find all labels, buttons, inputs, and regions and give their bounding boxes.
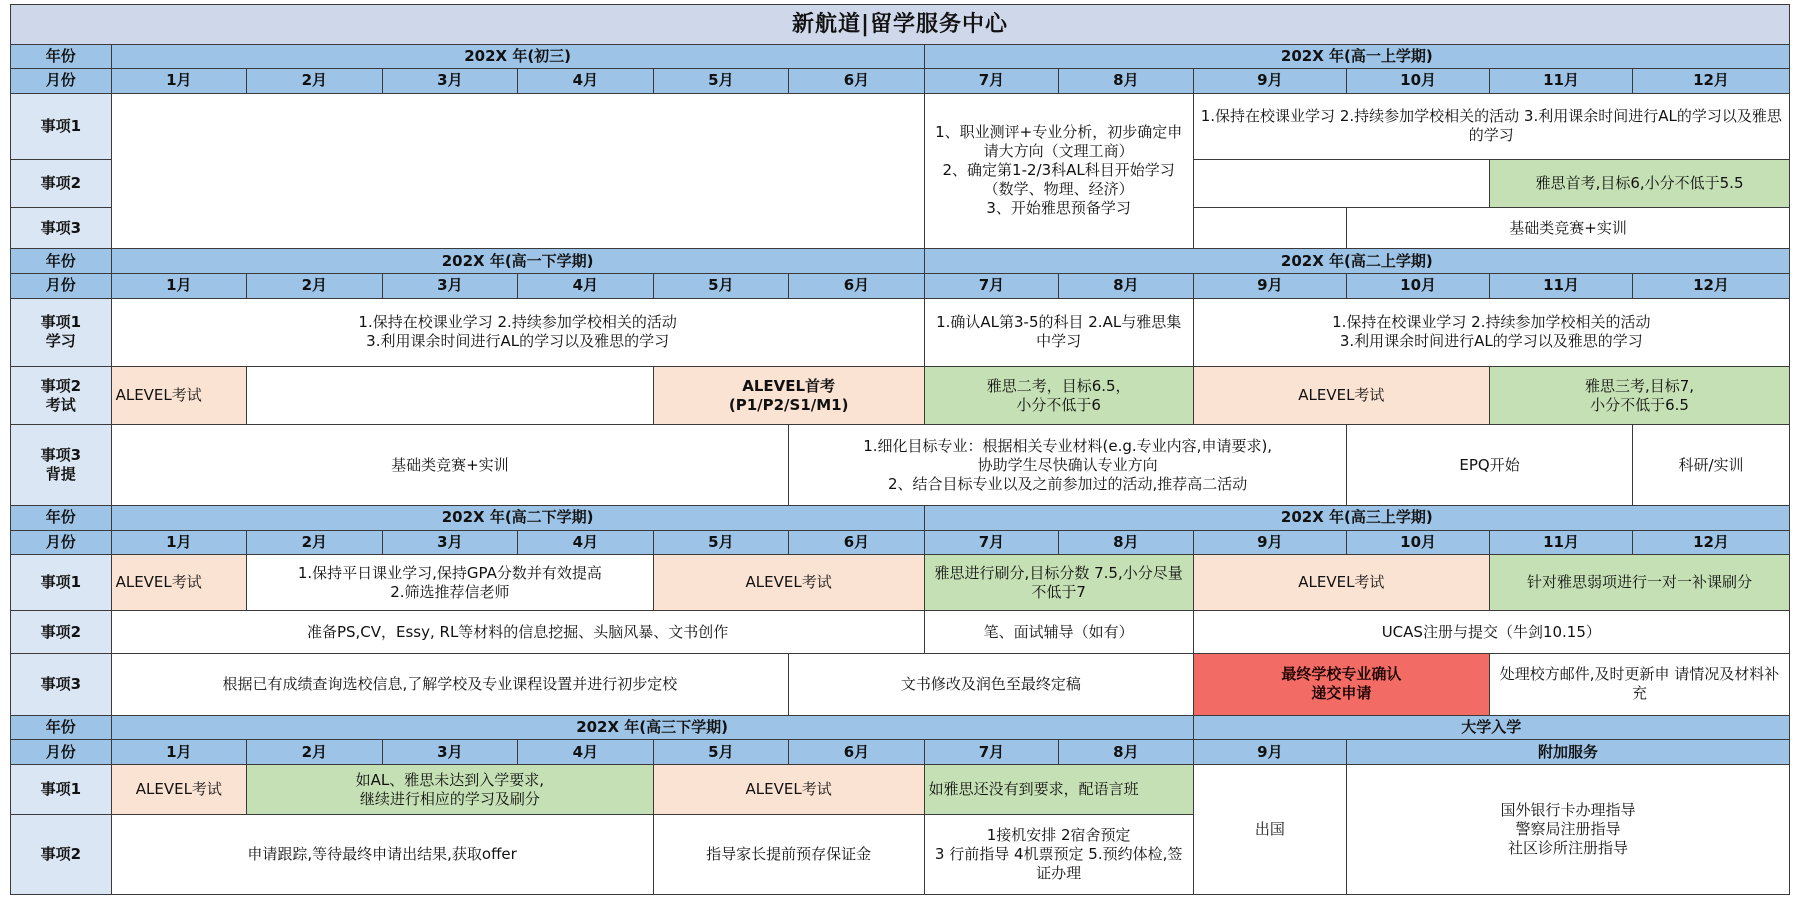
year-label: 年份 bbox=[11, 505, 112, 530]
month-label: 月份 bbox=[11, 273, 112, 298]
month-header: 3月 bbox=[382, 273, 518, 298]
departure-cell: 出国 bbox=[1193, 764, 1347, 894]
month-header: 1月 bbox=[111, 273, 247, 298]
row-label-item1: 事项1 bbox=[11, 764, 112, 814]
epq-cell: EPQ开始 bbox=[1347, 425, 1633, 506]
month-header: 11月 bbox=[1490, 530, 1633, 555]
plan-cell: 1.保持在校课业学习 2.持续参加学校相关的活动 3.利用课余时间进行AL的学习以及雅思的学习 bbox=[1193, 298, 1789, 366]
empty-cell bbox=[1193, 159, 1489, 207]
empty-cell bbox=[247, 367, 654, 425]
month-header: 2月 bbox=[247, 68, 383, 93]
alevel-exam-cell: ALEVEL考试 bbox=[653, 555, 924, 611]
alevel-exam-cell: ALEVEL考试 bbox=[1193, 367, 1489, 425]
month-header: 8月 bbox=[1059, 740, 1193, 765]
month-header: 4月 bbox=[518, 273, 654, 298]
month-header: 9月 bbox=[1193, 530, 1347, 555]
month-header: 8月 bbox=[1059, 273, 1193, 298]
ielts-retake-cell: 雅思进行刷分,目标分数 7.5,小分尽量不低于7 bbox=[924, 555, 1193, 611]
month-header: 3月 bbox=[382, 530, 518, 555]
empty-cell bbox=[1193, 207, 1347, 248]
year-header-s2b: 202X 年(高二上学期) bbox=[924, 249, 1789, 274]
row-label-item2-exam: 事项2 考试 bbox=[11, 367, 112, 425]
alevel-exam-cell: ALEVEL考试 bbox=[111, 555, 247, 611]
month-header: 3月 bbox=[382, 68, 518, 93]
language-class-cell: 如雅思还没有到要求，配语言班 bbox=[924, 764, 1193, 814]
year-header-s1a: 202X 年(初三) bbox=[111, 45, 924, 69]
alevel-exam-cell: ALEVEL考试 bbox=[1193, 555, 1489, 611]
month-header: 6月 bbox=[789, 530, 925, 555]
month-header: 7月 bbox=[924, 273, 1058, 298]
month-header: 1月 bbox=[111, 530, 247, 555]
row-label-item1-study: 事项1 学习 bbox=[11, 298, 112, 366]
month-header: 7月 bbox=[924, 530, 1058, 555]
page-title: 新航道|留学服务中心 bbox=[11, 5, 1790, 45]
ielts-tutoring-cell: 针对雅思弱项进行一对一补课刷分 bbox=[1490, 555, 1790, 611]
month-header: 4月 bbox=[518, 530, 654, 555]
final-application-cell: 最终学校专业确认 递交申请 bbox=[1193, 653, 1489, 715]
month-header: 4月 bbox=[518, 740, 654, 765]
month-label: 月份 bbox=[11, 530, 112, 555]
year-header-s3b: 202X 年(高三上学期) bbox=[924, 505, 1789, 530]
plan-cell: 1.保持平日课业学习,保持GPA分数并有效提高 2.筛选推荐信老师 bbox=[247, 555, 654, 611]
row-label-item2: 事项2 bbox=[11, 159, 112, 207]
plan-cell: 基础类竞赛+实训 bbox=[111, 425, 789, 506]
month-header: 7月 bbox=[924, 68, 1058, 93]
year-header-s1b: 202X 年(高一上学期) bbox=[924, 45, 1789, 69]
alevel-exam-cell: ALEVEL考试 bbox=[111, 367, 247, 425]
year-header-s3a: 202X 年(高二下学期) bbox=[111, 505, 924, 530]
study-plan-table bbox=[10, 4, 1790, 895]
month-header: 11月 bbox=[1490, 68, 1633, 93]
plan-cell: 1.细化目标专业：根据相关专业材料(e.g.专业内容,申请要求), 协助学生尽快确认专业方向 2、结合目标专业以及之前参加过的活动,推荐高二活动 bbox=[789, 425, 1347, 506]
year-label: 年份 bbox=[11, 45, 112, 69]
year-label: 年份 bbox=[11, 249, 112, 274]
month-header: 9月 bbox=[1193, 740, 1347, 765]
month-header: 8月 bbox=[1059, 68, 1193, 93]
plan-cell: 1、职业测评+专业分析，初步确定申请大方向（文理工商） 2、确定第1-2/3科AL科目开始学习（数学、物理、经济） 3、开始雅思预备学习 bbox=[924, 93, 1193, 249]
month-header: 5月 bbox=[653, 530, 789, 555]
month-header: 12月 bbox=[1633, 273, 1790, 298]
year-header-s2a: 202X 年(高一下学期) bbox=[111, 249, 924, 274]
month-header: 5月 bbox=[653, 68, 789, 93]
month-header: 1月 bbox=[111, 740, 247, 765]
plan-cell: 笔、面试辅导（如有） bbox=[924, 611, 1193, 654]
plan-cell: 根据已有成绩查询选校信息,了解学校及专业课程设置并进行初步定校 bbox=[111, 653, 789, 715]
month-label: 月份 bbox=[11, 68, 112, 93]
row-label-item3-bg: 事项3 背提 bbox=[11, 425, 112, 506]
month-label: 月份 bbox=[11, 740, 112, 765]
empty-cell bbox=[111, 93, 924, 249]
month-header: 2月 bbox=[247, 740, 383, 765]
month-header: 2月 bbox=[247, 530, 383, 555]
month-header: 10月 bbox=[1347, 273, 1490, 298]
plan-cell: 准备PS,CV，Essy, RL等材料的信息挖掘、头脑风暴、文书创作 bbox=[111, 611, 924, 654]
plan-cell: 处理校方邮件,及时更新申 请情况及材料补充 bbox=[1490, 653, 1790, 715]
alevel-exam-cell: ALEVEL考试 bbox=[653, 764, 924, 814]
month-header: 12月 bbox=[1633, 530, 1790, 555]
month-header: 5月 bbox=[653, 740, 789, 765]
month-header: 7月 bbox=[924, 740, 1058, 765]
plan-cell: 申请跟踪,等待最终申请出结果,获取offer bbox=[111, 815, 653, 895]
row-label-item2: 事项2 bbox=[11, 815, 112, 895]
plan-cell: 1.保持在校课业学习 2.持续参加学校相关的活动 3.利用课余时间进行AL的学习以及雅思的学习 bbox=[1193, 93, 1789, 159]
extra-service-list: 国外银行卡办理指导 警察局注册指导 社区诊所注册指导 bbox=[1347, 764, 1790, 894]
month-header: 4月 bbox=[518, 68, 654, 93]
row-label-item3: 事项3 bbox=[11, 653, 112, 715]
row-label-item1: 事项1 bbox=[11, 555, 112, 611]
month-header: 2月 bbox=[247, 273, 383, 298]
alevel-exam-cell: ALEVEL考试 bbox=[111, 764, 247, 814]
row-label-item1: 事项1 bbox=[11, 93, 112, 159]
month-header: 9月 bbox=[1193, 68, 1347, 93]
row-label-item2: 事项2 bbox=[11, 611, 112, 654]
year-label: 年份 bbox=[11, 715, 112, 740]
extra-service-header: 附加服务 bbox=[1347, 740, 1790, 765]
retake-cell: 如AL、雅思未达到入学要求, 继续进行相应的学习及刷分 bbox=[247, 764, 654, 814]
ucas-cell: UCAS注册与提交（牛剑10.15） bbox=[1193, 611, 1789, 654]
research-cell: 科研/实训 bbox=[1633, 425, 1790, 506]
month-header: 1月 bbox=[111, 68, 247, 93]
month-header: 6月 bbox=[789, 273, 925, 298]
month-header: 6月 bbox=[789, 68, 925, 93]
plan-cell: 1.保持在校课业学习 2.持续参加学校相关的活动 3.利用课余时间进行AL的学习以及雅思的学习 bbox=[111, 298, 924, 366]
month-header: 12月 bbox=[1633, 68, 1790, 93]
plan-cell: 基础类竞赛+实训 bbox=[1347, 207, 1790, 248]
month-header: 10月 bbox=[1347, 530, 1490, 555]
row-label-item3: 事项3 bbox=[11, 207, 112, 248]
month-header: 10月 bbox=[1347, 68, 1490, 93]
ielts-first-cell: 雅思首考,目标6,小分不低于5.5 bbox=[1490, 159, 1790, 207]
plan-cell: 1接机安排 2宿舍预定 3 行前指导 4机票预定 5.预约体检,签证办理 bbox=[924, 815, 1193, 895]
year-header-s4b: 大学入学 bbox=[1193, 715, 1789, 740]
month-header: 8月 bbox=[1059, 530, 1193, 555]
year-header-s4a: 202X 年(高三下学期) bbox=[111, 715, 1193, 740]
plan-cell: 文书修改及润色至最终定稿 bbox=[789, 653, 1193, 715]
alevel-first-exam-cell: ALEVEL首考 (P1/P2/S1/M1) bbox=[653, 367, 924, 425]
plan-cell: 指导家长提前预存保证金 bbox=[653, 815, 924, 895]
month-header: 3月 bbox=[382, 740, 518, 765]
month-header: 6月 bbox=[789, 740, 925, 765]
month-header: 11月 bbox=[1490, 273, 1633, 298]
month-header: 5月 bbox=[653, 273, 789, 298]
plan-cell: 1.确认AL第3-5的科目 2.AL与雅思集中学习 bbox=[924, 298, 1193, 366]
ielts-second-cell: 雅思二考，目标6.5， 小分不低于6 bbox=[924, 367, 1193, 425]
ielts-third-cell: 雅思三考,目标7, 小分不低于6.5 bbox=[1490, 367, 1790, 425]
month-header: 9月 bbox=[1193, 273, 1347, 298]
